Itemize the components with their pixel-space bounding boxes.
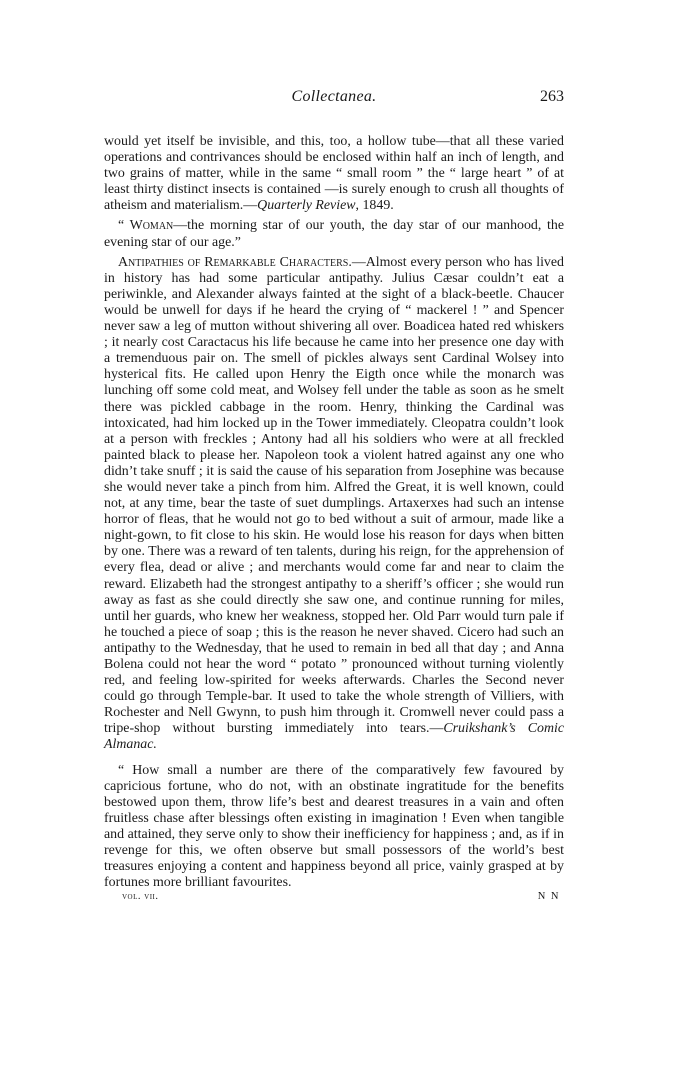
book-page: [104, 88, 564, 907]
paragraph-insects: [104, 134, 564, 214]
signature-mark: N N: [537, 891, 560, 903]
paragraph-antipathies-text: —Almost every person who has lived in history has had some particular antipathy. Julius Cæsar couldn’t eat a periwinkle, and Alexander always fainted at the sight of a black-beetle. Chaucer would be unwell for days if he heard the crying of “ mackerel ! ” and Spencer never saw a leg of mutton without shivering all over. Boadicea hated red whiskers ; it nearly cost Caractacus his life because he came into her presence one day with a tremenduous pair on. The smell of pickles always sent Cardinal Wolsey into hysterical fits. He called upon Henry the Eigth once while the monarch was lunching off some cold meat, and Wolsey fell under the table as soon as he smelt there was pickled cabbage in the room. Henry, thinking the Cardinal was intoxicated, had him locked up in the Tower immediately. Cleopatra couldn’t look at a person with freckles ; Antony had all his soldiers who were at all freckled painted black to please her. Napoleon took a violent hatred against any one who didn’t take snuff ; it is said the cause of his separation from Josephine was because she would never take a pinch from him. Alfred the Great, it is well known, could not, at any time, bear the taste of suet dumplings. Artaxerxes had such an intense horror of fleas, that he would not go to bed without a suit of armour, made like a night-gown, to fit close to his skin. He would lose his reason for days when bitten by one. There was a reward of ten talents, during his reign, for the apprehension of every flea, dead or alive ; and merchants would come far and near to claim the reward. Elizabeth had the strongest antipathy to a sheriff’s officer ; she would run away as fast as she could directly she saw one, and continue running for miles, until her guards, who knew her weakness, stopped her. Old Parr would turn pale if he touched a piece of soap ; this is the reason he never shaved. Cicero had such an antipathy to the Wednesday, that he used to remain in bed all that day ; and Anna Bolena could not hear the word “ potato ” pronounced without turning violently red, and feeling low-spirited for weeks afterwards. Charles the Second never could go through Temple-bar. It used to take the whole strength of Villiers, with Rochester and Nell Gwynn, to push him through it. Cromwell never could pass a tripe-shop without bursting immediately into tears.—: [104, 254, 564, 737]
page-number: 263: [540, 88, 564, 105]
paragraph-fortune-text: “ How small a number are there of the comparatively few favoured by capricious fortune, who do not, with an obstinate ingratitude for the benefits bestowed upon them, throw life’s best and dearest treasures in a vain and often fruitless chase after blessings often existing in imagination ! Even when tangible and attained, they serve only to show their inefficiency for happiness ; and, as if in revenge for this, we often observe but small possessors of the world’s best treasures enjoying a content and happiness beyond all price, vainly grasped at by fortunes more brilliant favourites.: [104, 762, 564, 891]
running-head: [104, 88, 564, 112]
source-year: , 1849.: [355, 198, 394, 214]
paragraph-insects-text: would yet itself be invisible, and this, too, a hollow tube—that all these varied operations and contrivances should be enclosed within half an inch of length, and two grains of matter, while in the same “ small room ” the “ large heart ” of at least thirty distinct insects is contained —is surely enough to crush all thoughts of atheism and materialism.—: [104, 134, 564, 214]
source-citation-almanac: Cruikshank’s Comic Almanac.: [104, 721, 564, 753]
paragraph-woman-text: —the morning star of our youth, the day star of our manhood, the evening star of our age.”: [104, 218, 565, 250]
section-heading: Antipathies of Remarkable Characters.: [118, 254, 352, 270]
running-title: Collectanea.: [291, 88, 377, 105]
woman-lead: “ Woman: [118, 218, 174, 234]
page-footer: [104, 891, 564, 907]
paragraph-antipathies: [104, 255, 564, 754]
volume-mark: vol. vii.: [122, 891, 159, 903]
paragraph-woman: [104, 218, 564, 250]
source-citation: Quarterly Review: [257, 198, 356, 214]
paragraph-fortune: [104, 763, 564, 892]
